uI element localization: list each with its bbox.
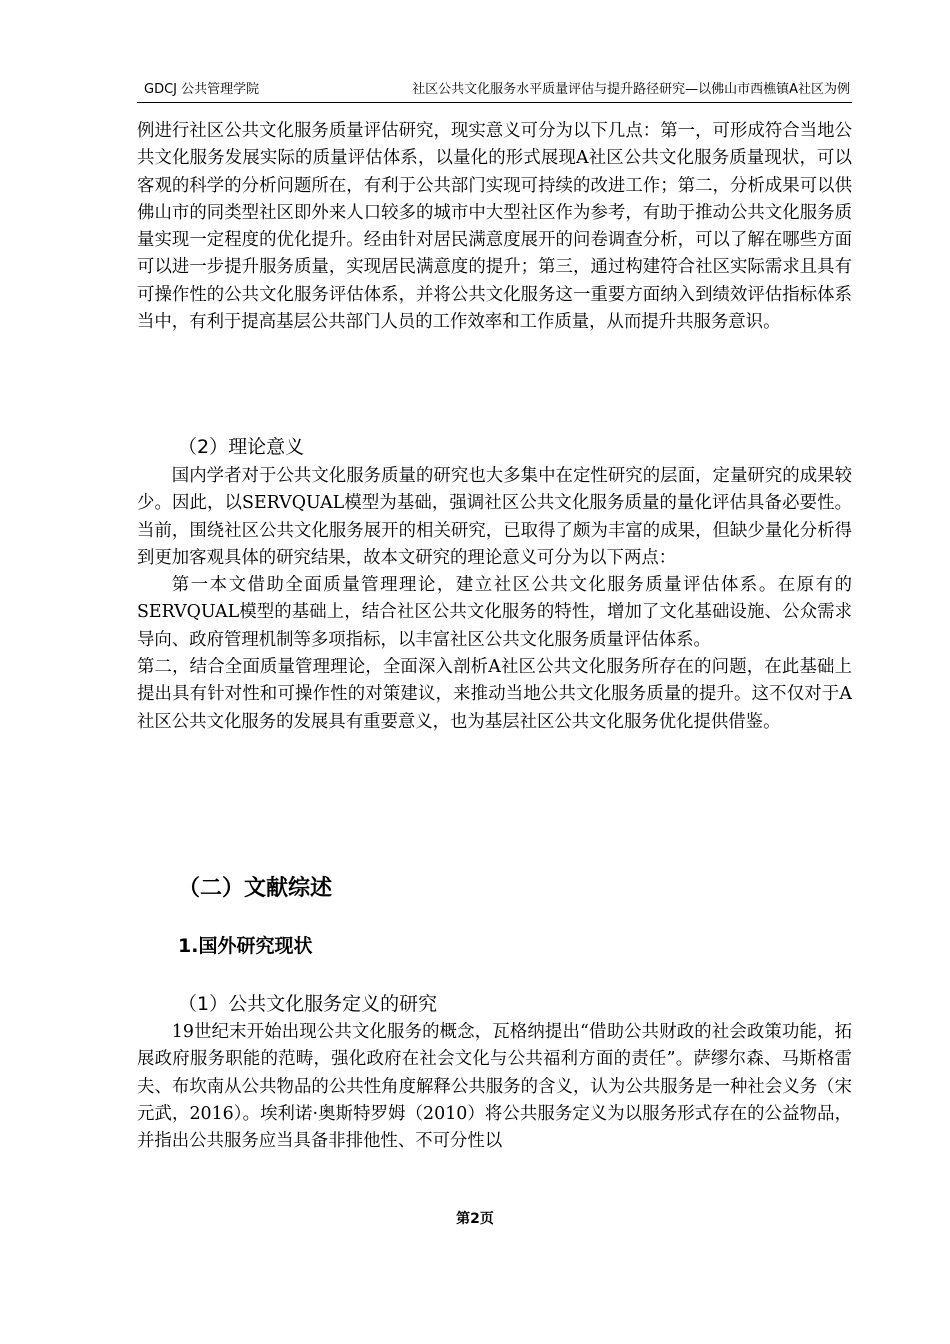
practical-significance-text (137, 118, 852, 336)
heading-foreign-research: 1.国外研究现状 (178, 935, 313, 957)
paragraph: 19世纪末开始出现公共文化服务的概念，瓦格纳提出“借助公共财政的社会政策功能，拓展政府服务职能的范畴，强化政府在社会文化与公共福利方面的责任”。萨缪尔森、马斯格雷夫、布坎南从公共物品的公共性角度解释公共服务的含义，认为公共服务是一种社会义务（宋元武，2016）。埃利诺·奥斯特罗姆（2010）将公共服务定义为以服务形式存在的公益物品，并指出公共服务应当具备非排他性、不可分性以 (137, 1022, 852, 1152)
paragraph: 例进行社区公共文化服务质量评估研究，现实意义可分为以下几点：第一，可形成符合当地公共文化服务发展实际的质量评估体系，以量化的形式展现A社区公共文化服务质量现状，可以客观的科学的分析问题所在，有利于公共部门实现可持续的改进工作；第二，分析成果可以供佛山市的同类型社区即外来人口较多的城市中大型社区作为参考，有助于推动公共文化服务质量实现一定程度的优化提升。经由针对居民满意度展开的问卷调查分析，可以了解在哪些方面可以进一步提升服务质量，实现居民满意度的提升；第三，通过构建符合社区实际需求且具有可操作性的公共文化服务评估体系，并将公共文化服务这一重要方面纳入到绩效评估指标体系当中，有利于提高基层公共部门人员的工作效率和工作质量，从而提升共服务意识。 (137, 121, 852, 333)
heading-theoretical-significance: （2）理论意义 (178, 436, 305, 458)
definition-research-text (137, 1019, 852, 1155)
theoretical-significance-text (137, 463, 852, 736)
header-thesis-title: 社区公共文化服务水平质量评估与提升路径研究—以佛山市西樵镇A社区为例 (412, 82, 850, 97)
header-institution: GDCJ 公共管理学院 (144, 82, 260, 97)
page-number: 第2页 (456, 1211, 494, 1227)
paragraph: 第一本文借助全面质量管理理论，建立社区公共文化服务质量评估体系。在原有的SERVQUAL模型的基础上，结合社区公共文化服务的特性，增加了文化基础设施、公众需求导向、政府管理机制等多项指标，以丰富社区公共文化服务质量评估体系。 (137, 575, 852, 650)
heading-literature-review: （二）文献综述 (178, 876, 333, 901)
heading-definition-research: （1）公共文化服务定义的研究 (178, 993, 438, 1015)
paragraph: 第二，结合全面质量管理理论，全面深入剖析A社区公共文化服务所存在的问题，在此基础上提出具有针对性和可操作性的对策建议，来推动当地公共文化服务质量的提升。这不仅对于A社区公共文化服务的发展具有重要意义，也为基层社区公共文化服务优化提供借鉴。 (137, 657, 852, 732)
paragraph: 国内学者对于公共文化服务质量的研究也大多集中在定性研究的层面，定量研究的成果较少。因此，以SERVQUAL模型为基础，强调社区公共文化服务质量的量化评估具备必要性。当前，围绕社区公共文化服务展开的相关研究，已取得了颇为丰富的成果，但缺少量化分析得到更加客观具体的研究结果，故本文研究的理论意义可分为以下两点： (137, 466, 852, 568)
page-header (137, 74, 852, 103)
